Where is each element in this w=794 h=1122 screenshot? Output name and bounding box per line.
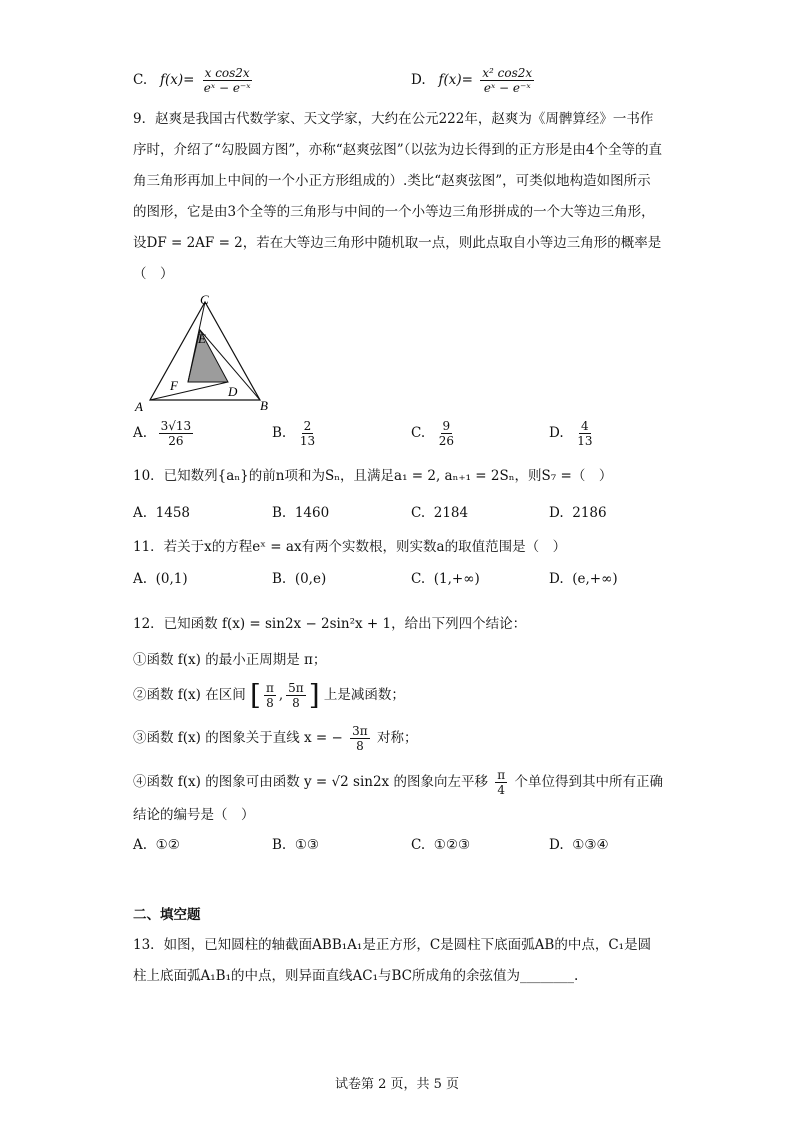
q12-statement-4: ④函数 f(x) 的图象可由函数 y = √2 sin2x 的图象向左平移 $\frac{\pi}{4}$ 个单位得到其中所有正确 [133, 768, 663, 797]
q12-option-b: B. ①③ [272, 837, 320, 853]
label-a: A [135, 399, 143, 414]
q8-option-c: C. f(x)= $\frac{\text{x cos2x}}{\text{eˣ − e⁻ˣ}}$ [133, 66, 251, 95]
q12-statement-4-cont: 结论的编号是（ ） [133, 807, 255, 823]
label-b: B [260, 398, 268, 413]
page-footer: 试卷第 2 页，共 5 页 [334, 1077, 460, 1092]
q11-option-c: C. (1,+∞) [411, 571, 480, 587]
q10-option-c: C. 2184 [411, 505, 469, 521]
segment-ad [150, 382, 228, 400]
q11-text: 11．若关于x的方程eˣ = ax有两个实数根，则实数a的取值范围是（ ） [133, 539, 567, 555]
q9-option-c: C. $\frac{9}{26}$ [411, 419, 455, 448]
label-e: E [198, 331, 206, 346]
q12-option-a: A. ①② [133, 837, 180, 853]
section-heading: 二、填空题 [133, 907, 201, 923]
q8-option-d: D. f(x)= $\frac{\text{x² cos2x}}{\text{eˣ − e⁻ˣ}}$ [411, 66, 533, 95]
q13-text: 13．如图，已知圆柱的轴截面ABB₁A₁是正方形，C是圆柱下底面弧AB的中点，C₁是圆柱上底面弧A₁B₁的中点，则异面直线AC₁与BC所成角的余弦值为________. [133, 937, 652, 984]
q12-text: 12．已知函数 f(x) = sin2x − 2sin²x + 1，给出下列四个结论： [133, 616, 527, 632]
q9-text: 9．赵爽是我国古代数学家、天文学家，大约在公元222年，赵爽为《周髀算经》一书作序时，介绍了“勾股圆方图”，亦称“赵爽弦图”（以弦为边长得到的正方形是由4个全等的直角三角形再加上中间的一个小正方形组成的）.类比“赵爽弦图”，可类似地构造如图所示的图形，它是由3个全等的三角形与中间的一个小等边三角形拼成的一个大等边三角形，设DF = 2AF = 2，若在大等边三角形中随机取一点，则此点取自小等边三角形的概率是（ ） [133, 111, 662, 282]
label-c: C [200, 292, 209, 307]
label-d: D [228, 384, 238, 399]
label-f: F [170, 378, 178, 393]
q9-option-a: A. $\frac{3√13}{26}$ [133, 419, 192, 448]
q10-option-d: D. 2186 [549, 505, 607, 521]
q9-figure [130, 290, 280, 415]
q10-option-a: A. 1458 [133, 505, 190, 521]
q12-option-d: D. ①③④ [549, 837, 609, 853]
q12-statement-1: ①函数 f(x) 的最小正周期是 π； [133, 652, 327, 668]
q11-option-b: B. (0,e) [272, 571, 327, 587]
q10-text: 10．已知数列{aₙ}的前n项和为Sₙ，且满足a₁ = 2, aₙ₊₁ = 2Sₙ，则S₇ =（ ） [133, 468, 613, 484]
q12-statement-3: ③函数 f(x) 的图象关于直线 x = − $\frac{3\pi}{8}$ 对称； [133, 724, 418, 753]
q10-option-b: B. 1460 [272, 505, 330, 521]
q9-option-d: D. $\frac{4}{13}$ [549, 419, 593, 448]
q9-option-b: B. $\frac{2}{13}$ [272, 419, 316, 448]
q11-option-d: D. (e,+∞) [549, 571, 618, 587]
q11-option-a: A. (0,1) [133, 571, 188, 587]
q12-statement-2: ②函数 f(x) 在区间 [ $\frac{\pi}{8}$ , $\frac{5\pi}{8}$ ] 上是减函数； [133, 678, 405, 712]
q12-option-c: C. ①②③ [411, 837, 471, 853]
